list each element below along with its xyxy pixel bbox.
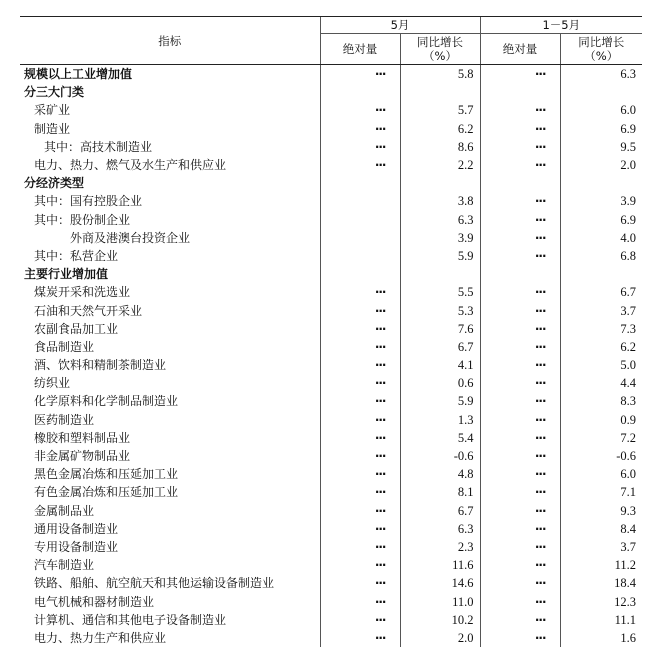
jan-may-absolute: ··· — [480, 320, 560, 338]
may-yoy-growth — [400, 174, 480, 192]
may-yoy-growth: 6.3 — [400, 211, 480, 229]
jan-may-absolute: ··· — [480, 556, 560, 574]
may-absolute: ··· — [320, 138, 400, 156]
may-absolute — [320, 229, 400, 247]
table-row — [20, 229, 642, 247]
jan-may-yoy-growth: 6.3 — [560, 65, 642, 84]
table-row — [20, 502, 642, 520]
jan-may-yoy-growth — [560, 174, 642, 192]
table-row — [20, 520, 642, 538]
may-absolute — [320, 211, 400, 229]
industrial-output-table — [20, 16, 642, 647]
may-absolute: ··· — [320, 101, 400, 119]
jan-may-absolute: ··· — [480, 356, 560, 374]
row-label: 专用设备制造业 — [34, 539, 119, 554]
jan-may-yoy-growth: 6.9 — [560, 120, 642, 138]
jan-may-absolute: ··· — [480, 538, 560, 556]
row-label: 采矿业 — [34, 103, 71, 118]
may-yoy-growth: 5.4 — [400, 429, 480, 447]
table-row — [20, 301, 642, 319]
table-row — [20, 574, 642, 592]
may-absolute — [320, 265, 400, 283]
table-row — [20, 611, 642, 629]
jan-may-absolute: ··· — [480, 338, 560, 356]
may-absolute: ··· — [320, 574, 400, 592]
jan-may-yoy-growth: 4.4 — [560, 374, 642, 392]
jan-may-absolute: ··· — [480, 156, 560, 174]
row-label: 石油和天然气开采业 — [34, 303, 143, 318]
table-row — [20, 320, 642, 338]
indicator-header: 指标 — [20, 17, 320, 65]
row-label: 化学原料和化学制品制造业 — [34, 394, 179, 409]
jan-may-absolute: ··· — [480, 629, 560, 647]
jan-may-yoy-growth: 1.6 — [560, 629, 642, 647]
may-yoy-growth — [400, 83, 480, 101]
jan-may-absolute: ··· — [480, 374, 560, 392]
jan-may-yoy-growth: 12.3 — [560, 592, 642, 610]
jan-may-absolute: ··· — [480, 211, 560, 229]
jan-may-yoy-growth: 9.3 — [560, 502, 642, 520]
jan-may-yoy-growth: 4.0 — [560, 229, 642, 247]
jan-may-yoy-growth: 6.7 — [560, 283, 642, 301]
row-label: 铁路、船舶、航空航天和其他运输设备制造业 — [34, 576, 275, 591]
row-label: 通用设备制造业 — [34, 521, 119, 536]
jan-may-yoy-growth — [560, 265, 642, 283]
row-label: 非金属矿物制品业 — [34, 449, 131, 464]
jan-may-absolute — [480, 83, 560, 101]
table-row — [20, 83, 642, 101]
table-row — [20, 629, 642, 647]
jan-may-yoy-growth: 9.5 — [560, 138, 642, 156]
may-yoy-growth: -0.6 — [400, 447, 480, 465]
may-yoy-growth: 5.5 — [400, 283, 480, 301]
row-label: 酒、饮料和精制茶制造业 — [34, 358, 167, 373]
may-absolute: ··· — [320, 629, 400, 647]
industrial-output-table-container — [20, 16, 642, 647]
may-absolute: ··· — [320, 592, 400, 610]
row-label: 黑色金属冶炼和压延加工业 — [34, 467, 179, 482]
may-yoy-growth: 14.6 — [400, 574, 480, 592]
row-label: 煤炭开采和洗选业 — [34, 285, 131, 300]
may-yoy-growth: 8.1 — [400, 483, 480, 501]
may-absolute: ··· — [320, 156, 400, 174]
row-label: 其中：私营企业 — [34, 248, 119, 263]
may-yoy-growth: 5.8 — [400, 65, 480, 84]
table-row — [20, 283, 642, 301]
jan-may-yoy-growth: 18.4 — [560, 574, 642, 592]
jan-may-absolute: ··· — [480, 301, 560, 319]
jan-may-absolute: ··· — [480, 283, 560, 301]
table-row — [20, 120, 642, 138]
may-yoy-growth: 11.0 — [400, 592, 480, 610]
jan-may-absolute: ··· — [480, 229, 560, 247]
may-absolute — [320, 83, 400, 101]
jan-may-absolute: ··· — [480, 101, 560, 119]
may-absolute: ··· — [320, 465, 400, 483]
jan-may-yoy-growth: 6.9 — [560, 211, 642, 229]
row-label: 计算机、通信和其他电子设备制造业 — [34, 612, 227, 627]
row-label: 电力、热力生产和供应业 — [34, 630, 167, 645]
jan-may-absolute: ··· — [480, 574, 560, 592]
jan-may-absolute: ··· — [480, 465, 560, 483]
table-row — [20, 265, 642, 283]
may-absolute: ··· — [320, 483, 400, 501]
may-absolute: ··· — [320, 447, 400, 465]
may-absolute: ··· — [320, 520, 400, 538]
row-label: 金属制品业 — [34, 503, 95, 518]
row-label: 其中：国有控股企业 — [34, 194, 143, 209]
row-label: 其中：股份制企业 — [34, 212, 131, 227]
jan-may-yoy-growth: 6.2 — [560, 338, 642, 356]
may-yoy-growth: 6.2 — [400, 120, 480, 138]
may-yoy-growth: 2.0 — [400, 629, 480, 647]
may-yoy-growth: 6.7 — [400, 502, 480, 520]
may-yoy-growth: 7.6 — [400, 320, 480, 338]
table-row — [20, 192, 642, 210]
table-row — [20, 592, 642, 610]
jan-may-yoy-growth: -0.6 — [560, 447, 642, 465]
jan-may-absolute: ··· — [480, 120, 560, 138]
table-row — [20, 556, 642, 574]
jan-may-yoy-growth: 6.0 — [560, 101, 642, 119]
table-row — [20, 101, 642, 119]
may-yoy-growth: 5.9 — [400, 392, 480, 410]
may-absolute — [320, 192, 400, 210]
may-absolute: ··· — [320, 611, 400, 629]
may-absolute — [320, 174, 400, 192]
table-row — [20, 338, 642, 356]
table-row — [20, 465, 642, 483]
jan-may-absolute: ··· — [480, 447, 560, 465]
row-label: 分经济类型 — [24, 176, 85, 191]
may-absolute: ··· — [320, 283, 400, 301]
jan-may-yoy-growth: 3.9 — [560, 192, 642, 210]
jan-may-yoy-growth: 5.0 — [560, 356, 642, 374]
jan-may-absolute: ··· — [480, 520, 560, 538]
table-row — [20, 138, 642, 156]
may-yoy-growth: 3.8 — [400, 192, 480, 210]
yoy-header-jan-may: 同比增长 （%） — [560, 34, 642, 65]
table-row — [20, 538, 642, 556]
jan-may-absolute: ··· — [480, 392, 560, 410]
may-absolute: ··· — [320, 374, 400, 392]
jan-may-absolute — [480, 174, 560, 192]
row-label: 制造业 — [34, 121, 71, 136]
table-row — [20, 392, 642, 410]
row-label: 纺织业 — [34, 376, 71, 391]
jan-may-absolute: ··· — [480, 611, 560, 629]
row-label: 电气机械和器材制造业 — [34, 594, 155, 609]
jan-may-yoy-growth: 7.2 — [560, 429, 642, 447]
row-label: 医药制造业 — [34, 412, 95, 427]
table-row — [20, 429, 642, 447]
jan-may-absolute: ··· — [480, 138, 560, 156]
may-yoy-growth: 5.7 — [400, 101, 480, 119]
may-yoy-growth: 10.2 — [400, 611, 480, 629]
jan-may-yoy-growth: 6.0 — [560, 465, 642, 483]
may-yoy-growth: 6.3 — [400, 520, 480, 538]
jan-may-yoy-growth — [560, 83, 642, 101]
jan-may-yoy-growth: 3.7 — [560, 301, 642, 319]
jan-may-absolute: ··· — [480, 429, 560, 447]
jan-may-yoy-growth: 2.0 — [560, 156, 642, 174]
may-absolute: ··· — [320, 392, 400, 410]
jan-may-absolute: ··· — [480, 192, 560, 210]
may-absolute: ··· — [320, 429, 400, 447]
may-yoy-growth: 5.9 — [400, 247, 480, 265]
row-label: 有色金属冶炼和压延加工业 — [34, 485, 179, 500]
may-yoy-growth: 0.6 — [400, 374, 480, 392]
jan-may-absolute: ··· — [480, 65, 560, 84]
may-absolute: ··· — [320, 356, 400, 374]
may-yoy-growth — [400, 265, 480, 283]
row-label: 规模以上工业增加值 — [24, 67, 133, 82]
jan-may-yoy-growth: 3.7 — [560, 538, 642, 556]
jan-may-absolute: ··· — [480, 592, 560, 610]
row-label: 分三大门类 — [24, 85, 85, 100]
abs-header-jan-may: 绝对量 — [480, 34, 560, 65]
row-label: 汽车制造业 — [34, 558, 95, 573]
row-label: 橡胶和塑料制品业 — [34, 430, 131, 445]
jan-may-absolute: ··· — [480, 483, 560, 501]
table-row — [20, 156, 642, 174]
table-row — [20, 374, 642, 392]
row-label: 主要行业增加值 — [24, 267, 109, 282]
may-absolute: ··· — [320, 320, 400, 338]
may-yoy-growth: 3.9 — [400, 229, 480, 247]
table-row — [20, 483, 642, 501]
may-yoy-growth: 6.7 — [400, 338, 480, 356]
jan-may-yoy-growth: 0.9 — [560, 411, 642, 429]
may-absolute: ··· — [320, 556, 400, 574]
may-absolute: ··· — [320, 65, 400, 84]
may-yoy-growth: 11.6 — [400, 556, 480, 574]
jan-may-yoy-growth: 6.8 — [560, 247, 642, 265]
period-header-may: 5月 — [320, 17, 480, 34]
may-absolute: ··· — [320, 120, 400, 138]
jan-may-yoy-growth: 7.3 — [560, 320, 642, 338]
row-label: 外商及港澳台投资企业 — [70, 230, 191, 245]
table-row — [20, 174, 642, 192]
may-yoy-growth: 4.1 — [400, 356, 480, 374]
period-header-jan-may: 1－5月 — [480, 17, 642, 34]
row-label: 电力、热力、燃气及水生产和供应业 — [34, 158, 227, 173]
jan-may-absolute: ··· — [480, 247, 560, 265]
may-absolute: ··· — [320, 538, 400, 556]
table-row — [20, 211, 642, 229]
jan-may-yoy-growth: 11.2 — [560, 556, 642, 574]
table-row — [20, 356, 642, 374]
jan-may-absolute: ··· — [480, 502, 560, 520]
cut-off-next-row — [20, 650, 642, 658]
table-header — [20, 17, 642, 65]
may-yoy-growth: 1.3 — [400, 411, 480, 429]
table-row — [20, 447, 642, 465]
jan-may-yoy-growth: 11.1 — [560, 611, 642, 629]
abs-header-may: 绝对量 — [320, 34, 400, 65]
jan-may-yoy-growth: 7.1 — [560, 483, 642, 501]
may-yoy-growth: 5.3 — [400, 301, 480, 319]
may-yoy-growth: 2.3 — [400, 538, 480, 556]
may-absolute: ··· — [320, 411, 400, 429]
table-row — [20, 247, 642, 265]
row-label: 食品制造业 — [34, 339, 95, 354]
may-absolute: ··· — [320, 502, 400, 520]
jan-may-yoy-growth: 8.3 — [560, 392, 642, 410]
jan-may-absolute: ··· — [480, 411, 560, 429]
may-absolute: ··· — [320, 338, 400, 356]
may-yoy-growth: 8.6 — [400, 138, 480, 156]
may-absolute: ··· — [320, 301, 400, 319]
yoy-header-may: 同比增长 （%） — [400, 34, 480, 65]
may-yoy-growth: 2.2 — [400, 156, 480, 174]
jan-may-absolute — [480, 265, 560, 283]
row-label: 农副食品加工业 — [34, 321, 119, 336]
table-row — [20, 65, 642, 84]
table-row — [20, 411, 642, 429]
may-yoy-growth: 4.8 — [400, 465, 480, 483]
jan-may-yoy-growth: 8.4 — [560, 520, 642, 538]
table-body — [20, 65, 642, 648]
row-label: 其中：高技术制造业 — [44, 139, 153, 154]
may-absolute — [320, 247, 400, 265]
